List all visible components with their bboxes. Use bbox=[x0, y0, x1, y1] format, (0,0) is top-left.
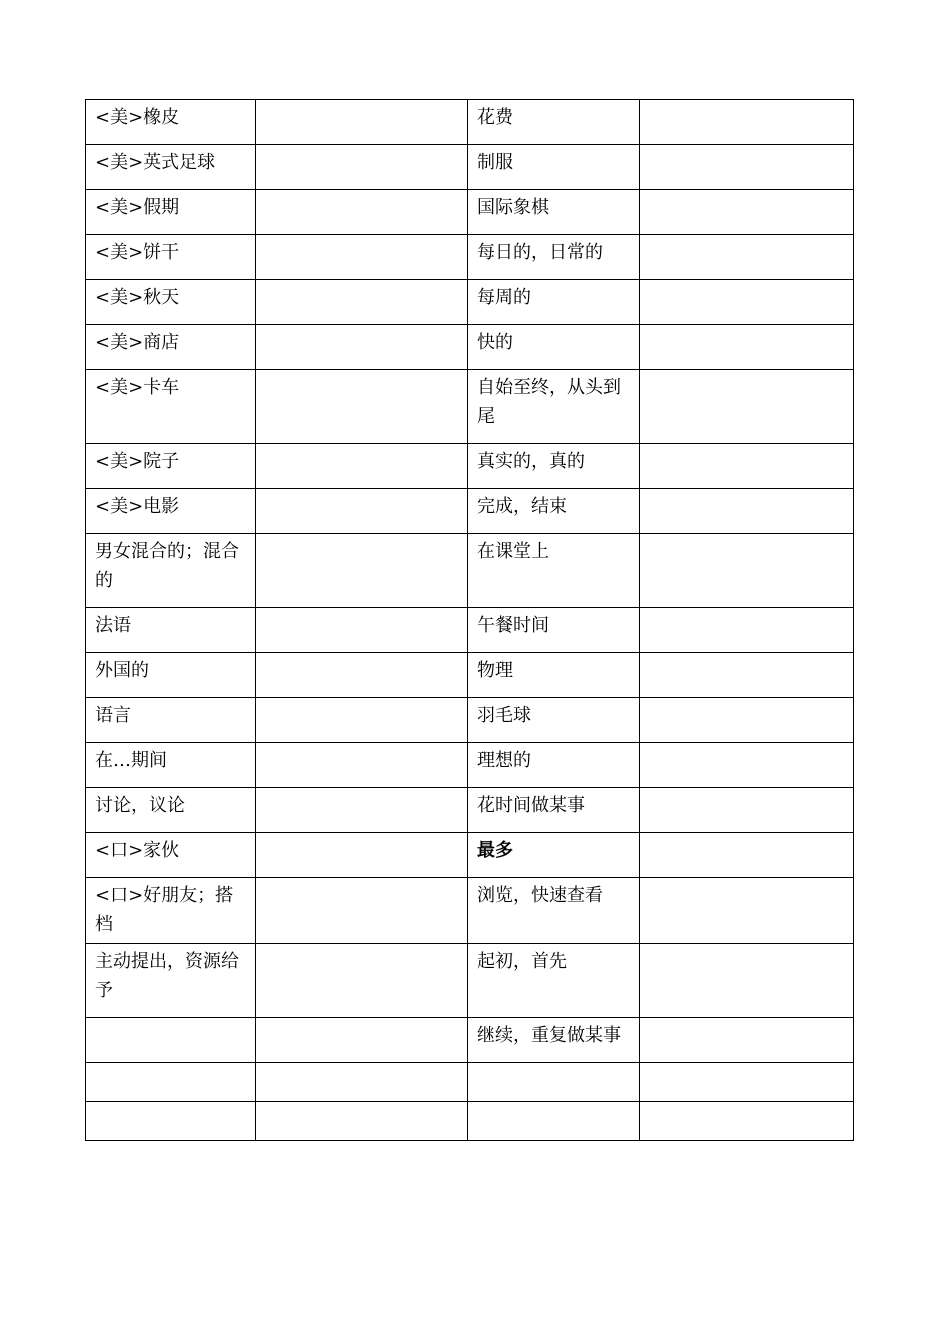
chinese-term-cell: 自始至终，从头到尾 bbox=[468, 370, 640, 444]
answer-blank-cell bbox=[256, 280, 468, 325]
chinese-term-cell: 在课堂上 bbox=[468, 534, 640, 608]
answer-blank-cell bbox=[640, 788, 854, 833]
chinese-term-cell: 继续，重复做某事 bbox=[468, 1018, 640, 1063]
answer-blank-cell bbox=[256, 534, 468, 608]
answer-blank-cell bbox=[256, 1102, 468, 1141]
chinese-term-cell: <美>电影 bbox=[86, 489, 256, 534]
chinese-term-cell: 最多 bbox=[468, 833, 640, 878]
answer-blank-cell bbox=[640, 235, 854, 280]
answer-blank-cell bbox=[640, 833, 854, 878]
vocabulary-table bbox=[85, 99, 854, 1141]
table-row bbox=[86, 788, 854, 833]
chinese-term-cell: <美>橡皮 bbox=[86, 100, 256, 145]
table-row bbox=[86, 653, 854, 698]
table-row bbox=[86, 370, 854, 444]
chinese-term-cell: 在…期间 bbox=[86, 743, 256, 788]
answer-blank-cell bbox=[256, 145, 468, 190]
chinese-term-cell: 每周的 bbox=[468, 280, 640, 325]
answer-blank-cell bbox=[256, 608, 468, 653]
chinese-term-cell: 讨论，议论 bbox=[86, 788, 256, 833]
answer-blank-cell bbox=[640, 145, 854, 190]
table-row bbox=[86, 743, 854, 788]
answer-blank-cell bbox=[640, 653, 854, 698]
chinese-term-cell: 花费 bbox=[468, 100, 640, 145]
table-row bbox=[86, 944, 854, 1018]
answer-blank-cell bbox=[640, 325, 854, 370]
answer-blank-cell bbox=[256, 325, 468, 370]
chinese-term-cell: 法语 bbox=[86, 608, 256, 653]
chinese-term-cell: <美>英式足球 bbox=[86, 145, 256, 190]
answer-blank-cell bbox=[640, 444, 854, 489]
chinese-term-cell: <口>家伙 bbox=[86, 833, 256, 878]
answer-blank-cell bbox=[640, 698, 854, 743]
table-row bbox=[86, 1018, 854, 1063]
table-row bbox=[86, 534, 854, 608]
table-row bbox=[86, 235, 854, 280]
answer-blank-cell bbox=[256, 235, 468, 280]
chinese-term-cell: 花时间做某事 bbox=[468, 788, 640, 833]
chinese-term-cell bbox=[468, 1102, 640, 1141]
chinese-term-cell: 物理 bbox=[468, 653, 640, 698]
answer-blank-cell bbox=[640, 190, 854, 235]
table-row bbox=[86, 833, 854, 878]
answer-blank-cell bbox=[256, 833, 468, 878]
table-row bbox=[86, 145, 854, 190]
chinese-term-cell: 理想的 bbox=[468, 743, 640, 788]
chinese-term-cell: <美>饼干 bbox=[86, 235, 256, 280]
answer-blank-cell bbox=[640, 608, 854, 653]
table-row bbox=[86, 190, 854, 235]
answer-blank-cell bbox=[256, 190, 468, 235]
chinese-term-cell: <美>院子 bbox=[86, 444, 256, 489]
chinese-term-cell: 起初，首先 bbox=[468, 944, 640, 1018]
chinese-term-cell: <美>卡车 bbox=[86, 370, 256, 444]
chinese-term-cell: <美>假期 bbox=[86, 190, 256, 235]
table-row bbox=[86, 608, 854, 653]
chinese-term-cell: <美>秋天 bbox=[86, 280, 256, 325]
answer-blank-cell bbox=[256, 370, 468, 444]
chinese-term-cell: 午餐时间 bbox=[468, 608, 640, 653]
table-row bbox=[86, 698, 854, 743]
chinese-term-cell bbox=[86, 1102, 256, 1141]
chinese-term-cell: 主动提出，资源给予 bbox=[86, 944, 256, 1018]
chinese-term-cell: 真实的，真的 bbox=[468, 444, 640, 489]
table-row bbox=[86, 100, 854, 145]
answer-blank-cell bbox=[256, 653, 468, 698]
answer-blank-cell bbox=[256, 1063, 468, 1102]
chinese-term-cell: 完成，结束 bbox=[468, 489, 640, 534]
table-row bbox=[86, 489, 854, 534]
answer-blank-cell bbox=[640, 100, 854, 145]
answer-blank-cell bbox=[640, 489, 854, 534]
chinese-term-cell bbox=[468, 1063, 640, 1102]
table-row bbox=[86, 325, 854, 370]
answer-blank-cell bbox=[640, 1063, 854, 1102]
table-row bbox=[86, 1102, 854, 1141]
answer-blank-cell bbox=[640, 944, 854, 1018]
answer-blank-cell bbox=[256, 698, 468, 743]
answer-blank-cell bbox=[640, 280, 854, 325]
answer-blank-cell bbox=[256, 100, 468, 145]
chinese-term-cell: 男女混合的；混合的 bbox=[86, 534, 256, 608]
table-row bbox=[86, 878, 854, 944]
answer-blank-cell bbox=[256, 944, 468, 1018]
chinese-term-cell: <美>商店 bbox=[86, 325, 256, 370]
chinese-term-cell: 羽毛球 bbox=[468, 698, 640, 743]
answer-blank-cell bbox=[256, 444, 468, 489]
table-row bbox=[86, 280, 854, 325]
chinese-term-cell: 浏览，快速查看 bbox=[468, 878, 640, 944]
answer-blank-cell bbox=[256, 788, 468, 833]
answer-blank-cell bbox=[640, 878, 854, 944]
chinese-term-cell: 制服 bbox=[468, 145, 640, 190]
answer-blank-cell bbox=[640, 534, 854, 608]
answer-blank-cell bbox=[256, 489, 468, 534]
answer-blank-cell bbox=[640, 1102, 854, 1141]
answer-blank-cell bbox=[256, 878, 468, 944]
chinese-term-cell bbox=[86, 1018, 256, 1063]
table-row bbox=[86, 444, 854, 489]
chinese-term-cell: <口>好朋友；搭档 bbox=[86, 878, 256, 944]
table-row bbox=[86, 1063, 854, 1102]
chinese-term-cell: 快的 bbox=[468, 325, 640, 370]
chinese-term-cell: 外国的 bbox=[86, 653, 256, 698]
answer-blank-cell bbox=[640, 743, 854, 788]
answer-blank-cell bbox=[256, 1018, 468, 1063]
answer-blank-cell bbox=[640, 1018, 854, 1063]
answer-blank-cell bbox=[256, 743, 468, 788]
chinese-term-cell bbox=[86, 1063, 256, 1102]
chinese-term-cell: 每日的，日常的 bbox=[468, 235, 640, 280]
chinese-term-cell: 语言 bbox=[86, 698, 256, 743]
answer-blank-cell bbox=[640, 370, 854, 444]
chinese-term-cell: 国际象棋 bbox=[468, 190, 640, 235]
